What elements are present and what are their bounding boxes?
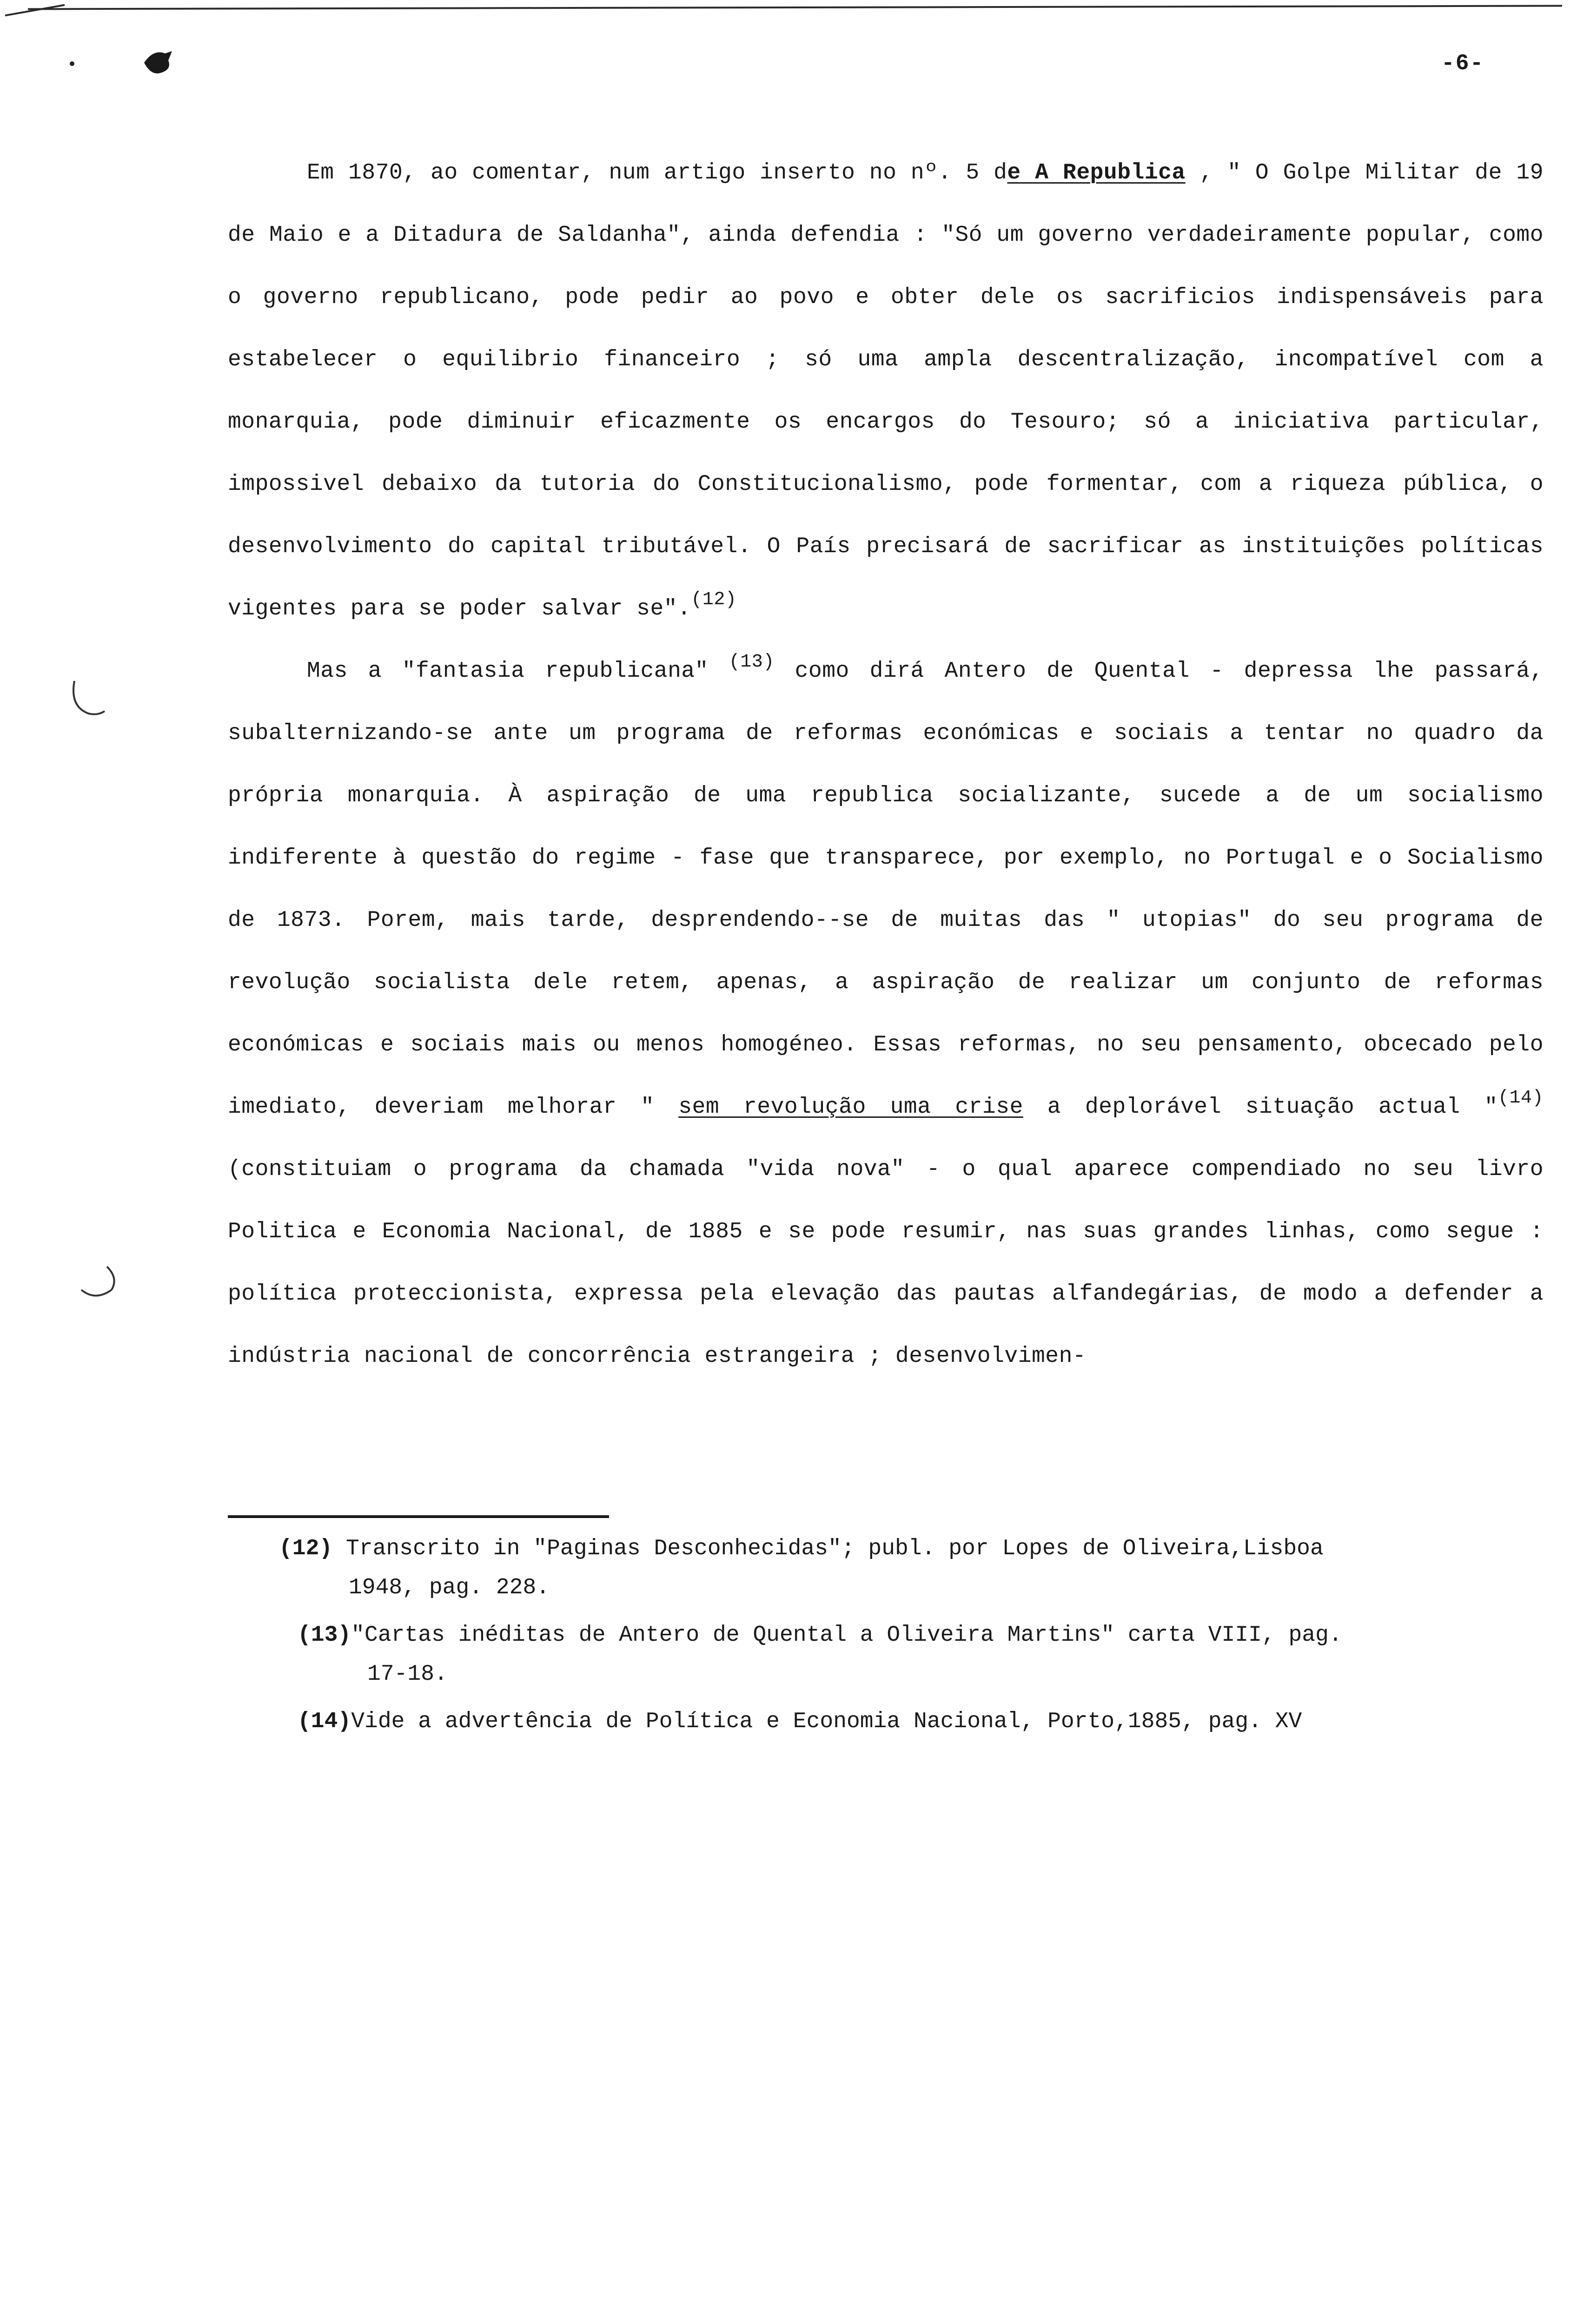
footnote-text-continued: 17-18.: [367, 1662, 448, 1687]
footnotes: [279, 1529, 1553, 1750]
journal-title: e A Republica: [1007, 160, 1186, 185]
footnote-12: [279, 1529, 1553, 1607]
footnote-text: Vide a advertência de Política e Economia Nacional, Porto,1885, pag. XV: [351, 1709, 1302, 1734]
footnote-text: Transcrito in "Paginas Desconhecidas"; publ. por Lopes de Oliveira,Lisboa: [332, 1536, 1324, 1561]
paragraph-2-body: como dirá Antero de Quental - depressa lhe passará, subalternizando-se ante um programa de reformas económicas e sociais a tentar no quadro da própria monarquia. À aspiração de uma republica socializante, sucede a de um socialismo indiferente à questão do regime - fase que transparece, por exemplo, no Portugal e o Socialismo de 1873. Porem, mais tarde, desprendendo--se de muitas das " utopias" do seu programa de revolução socialista dele retem, apenas, a aspiração de realizar um conjunto de reformas económicas e sociais mais ou menos homogéneo. Essas reformas, no seu pensamento, obcecado pelo imediato, deveriam melhorar ": [228, 659, 1544, 1120]
footnote-ref-13: (13): [729, 652, 775, 673]
punch-hole-arc-icon: [70, 679, 107, 720]
footnote-text-continued: 1948, pag. 228.: [349, 1575, 550, 1600]
page-number: -6-: [1441, 51, 1484, 76]
paragraph-2-intro: Mas a "fantasia republicana": [307, 659, 729, 684]
footnote-marker: (12): [279, 1536, 333, 1561]
top-corner-mark: [5, 4, 65, 17]
footnote-ref-12: (12): [691, 589, 737, 610]
underlined-phrase: sem revolução uma crise: [678, 1095, 1023, 1120]
footnote-separator: [228, 1515, 609, 1518]
footnote-13: [279, 1616, 1553, 1694]
body-text: [228, 142, 1544, 1387]
margin-dot: [70, 61, 74, 66]
top-edge-rule: [28, 5, 1562, 10]
footnote-marker: (14): [298, 1709, 351, 1734]
paragraph-2-continued: a deplorável situação actual ": [1023, 1095, 1498, 1120]
binder-clip-mark-icon: [139, 44, 177, 81]
paragraph-1-quote: , " O Golpe Militar de 19 de Maio e a Ditadura de Saldanha", ainda defendia : "Só um governo verdadeiramente popular, como o governo republicano, pode pedir ao povo e obter dele os sacrificios indispensáveis para estabelecer o equilibrio financeiro ; só uma ampla descentralização, incompatível com a monarquia, pode diminuir eficazmente os encargos do Tesouro; só a iniciativa particular, impossivel debaixo da tutoria do Constitucionalismo, pode formentar, com a riqueza pública, o desenvolvimento do capital tributável. O País precisará de sacrificar as instituições políticas vigentes para se poder salvar se".: [228, 160, 1544, 621]
footnote-14: [279, 1702, 1553, 1741]
paragraph-1: [228, 142, 1544, 640]
footnote-text: "Cartas inéditas de Antero de Quental a Oliveira Martins" carta VIII, pag.: [351, 1623, 1342, 1648]
paragraph-2: [228, 640, 1544, 1387]
paragraph-2-end: (constituiam o programa da chamada "vida nova" - o qual aparece compendiado no seu livro Politica e Economia Nacional, de 1885 e se pode resumir, nas suas grandes linhas, como segue : política proteccionista, expressa pela elevação das pautas alfandegárias, de modo a defender a indústria nacional de concorrência estrangeira ; desenvolvimen-: [228, 1157, 1544, 1369]
footnote-marker: (13): [298, 1623, 351, 1648]
punch-hole-arc-icon: [79, 1264, 121, 1306]
paragraph-1-intro: Em 1870, ao comentar, num artigo inserto no nº. 5 d: [307, 160, 1007, 185]
footnote-ref-14: (14): [1497, 1088, 1544, 1109]
